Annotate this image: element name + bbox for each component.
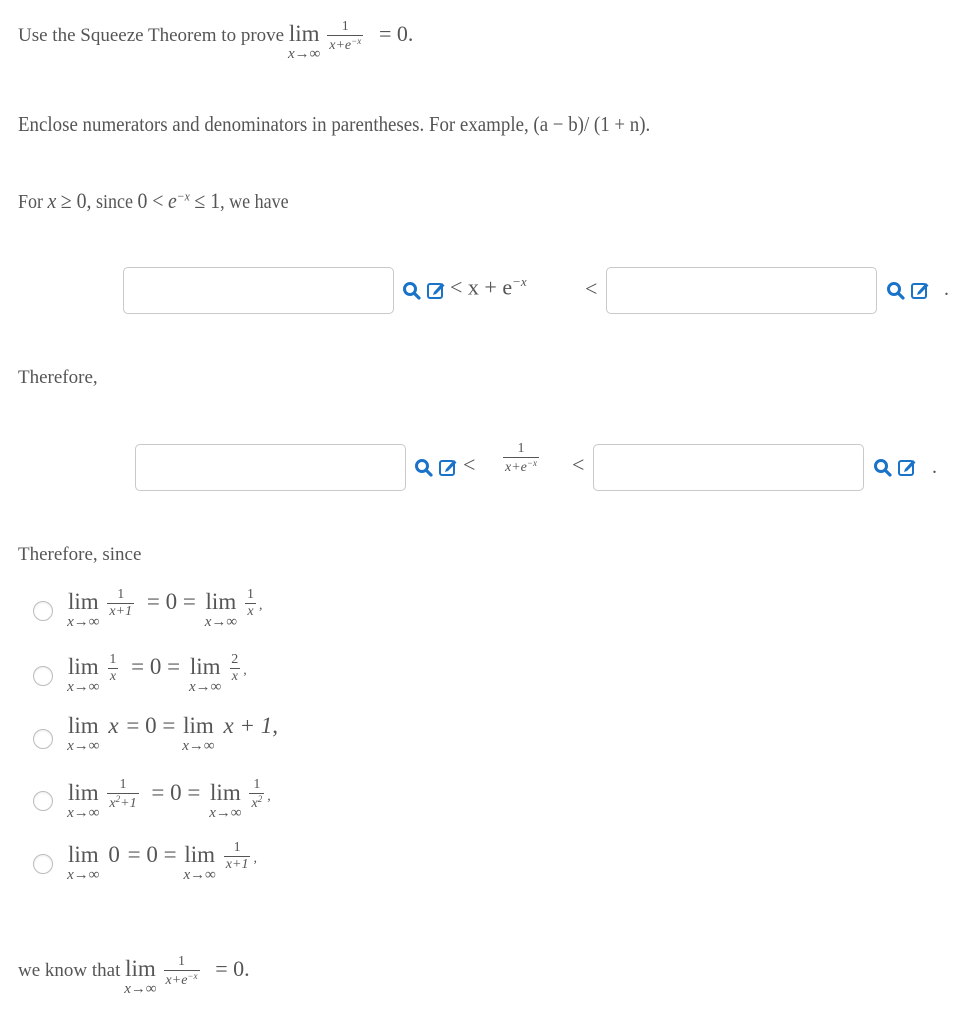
option-5: lim x→∞ 0 = 0 = lim x→∞ $\frac{1}{x+1}$ , xyxy=(67,840,257,883)
option-3: lim x→∞ x = 0 = lim x→∞ x + 1, xyxy=(67,713,278,754)
magnifier-icon[interactable] xyxy=(402,281,422,301)
option-4: lim x→∞ $\frac{1}{x^2+1}$ = 0 = lim x→∞ $\frac{1}{x^2}$ , xyxy=(67,777,271,821)
therefore-since-label: Therefore, since xyxy=(18,544,142,565)
fraction: $\frac{1}{x+e^{-x}}$ xyxy=(329,19,362,53)
pencil-square-icon[interactable] xyxy=(910,280,930,300)
option-radio-2[interactable] xyxy=(33,666,53,686)
magnifier-icon[interactable] xyxy=(886,281,906,301)
equals-zero: = 0. xyxy=(378,21,414,47)
lower-bound-input[interactable] xyxy=(123,267,394,314)
middle-expression: < $x + e^{-x}$ xyxy=(450,274,527,300)
therefore-label: Therefore, xyxy=(18,367,98,388)
less-than: < xyxy=(463,452,476,477)
option-radio-4[interactable] xyxy=(33,791,53,811)
option-radio-5[interactable] xyxy=(33,854,53,874)
period: . xyxy=(932,456,937,478)
option-2: lim x→∞ $\frac{1}{x}$ = 0 = lim x→∞ $\frac{2}{x}$ , xyxy=(67,652,247,695)
magnifier-icon[interactable] xyxy=(873,458,893,478)
prompt-text: Use the Squeeze Theorem to prove xyxy=(18,25,285,47)
question-prompt xyxy=(18,19,414,63)
upper-bound-input[interactable] xyxy=(606,267,877,314)
option-radio-1[interactable] xyxy=(33,601,53,621)
pencil-square-icon[interactable] xyxy=(426,280,446,300)
limit-expression: lim x→∞ xyxy=(287,21,321,63)
option-radio-3[interactable] xyxy=(33,729,53,749)
upper-bound-reciprocal-input[interactable] xyxy=(593,444,864,491)
middle-fraction: $\frac{1}{x+e^{-x}}$ xyxy=(505,441,537,475)
magnifier-icon[interactable] xyxy=(414,458,434,478)
lower-bound-reciprocal-input[interactable] xyxy=(135,444,406,491)
fraction: $\frac{1}{x+e^{-x}}$ xyxy=(165,954,198,988)
pencil-square-icon[interactable] xyxy=(897,457,917,477)
less-than: < xyxy=(572,452,585,477)
limit-expression: lim x→∞ xyxy=(124,956,157,998)
option-1: lim x→∞ $\frac{1}{x+1}$ = 0 = lim x→∞ $\frac{1}{x}$ , xyxy=(67,587,263,630)
less-than: < xyxy=(585,276,598,301)
conclusion: we know that lim x→∞ $\frac{1}{x+e^{-x}}$ = 0. xyxy=(18,954,250,998)
instruction-text: Enclose numerators and denominators in parentheses. For example, (a − b)/ (1 + n). xyxy=(18,112,651,136)
given-statement: For x ≥ 0, since $0 < e^{-x} \le 1$, we have xyxy=(18,188,289,213)
period: . xyxy=(944,278,949,300)
pencil-square-icon[interactable] xyxy=(438,457,458,477)
